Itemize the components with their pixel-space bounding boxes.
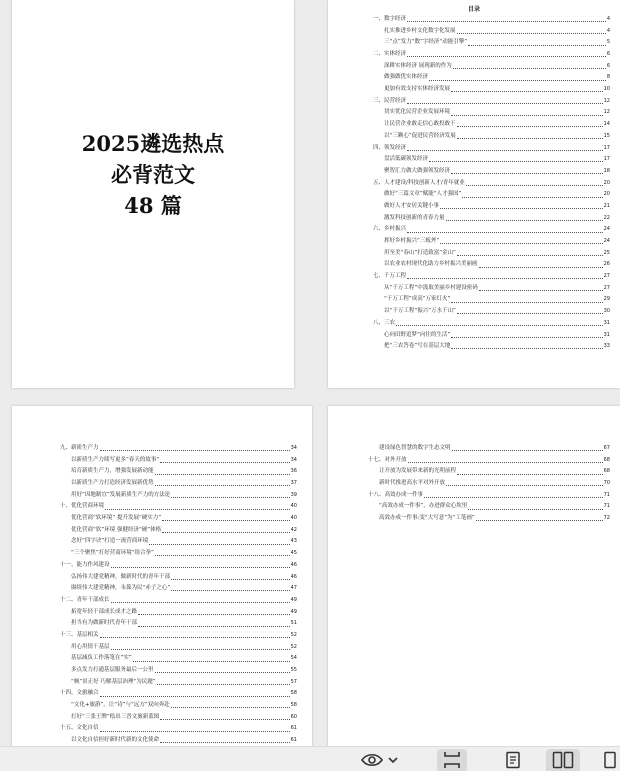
toc-article-entry[interactable]: [373, 330, 610, 342]
cover-title: [12, 128, 294, 221]
toc-page-number: 72: [603, 515, 610, 522]
toc-article-entry[interactable]: [60, 607, 297, 619]
toc-entry-title: 做好人才安居关键小事: [384, 202, 440, 209]
toc-page-number: 68: [603, 456, 610, 463]
toc-leader-dots: [149, 544, 289, 545]
toc-section-entry[interactable]: [373, 178, 610, 190]
toc-entry-title: “文化+旅游”，让“诗”与“远方”双向奔赴: [71, 702, 170, 709]
toc-leader-dots: [440, 208, 603, 209]
toc-leader-dots: [446, 220, 603, 221]
toc-page-number: 17: [603, 144, 610, 151]
toc-section-entry[interactable]: [373, 224, 610, 236]
toc-entry-title: 一、数字经济: [373, 15, 407, 22]
toc-leader-dots: [407, 103, 603, 104]
toc-section-entry[interactable]: [373, 96, 610, 108]
cover-title-line-3: 48 篇: [124, 193, 182, 218]
toc-leader-dots: [407, 56, 606, 57]
toc-page-number: 24: [603, 238, 610, 245]
toc-entry-title: 深耕实体经济 展现新的作为: [384, 62, 452, 69]
toc-entry-title: 赓续伟大建党精神，永葆为民“赤子之心”: [71, 585, 171, 592]
toc-page-number: 55: [290, 667, 297, 674]
single-page-button[interactable]: [500, 749, 526, 771]
toc-page-number: 27: [603, 284, 610, 291]
toc-page-number: 17: [603, 156, 610, 163]
toc-leader-dots: [407, 150, 603, 151]
toc-leader-dots: [429, 161, 603, 162]
toc-leader-dots: [111, 602, 290, 603]
toc-article-entry[interactable]: [373, 236, 610, 248]
toc-section-entry[interactable]: [60, 724, 297, 736]
toc-page-number: 46: [290, 561, 297, 568]
toc-article-entry[interactable]: [373, 189, 610, 201]
toc-article-entry[interactable]: [368, 513, 610, 525]
toc-leader-dots: [155, 474, 290, 475]
toc-entry-title: 以新质生产力打造经济发展新优势: [71, 480, 154, 487]
toc-page-number: 70: [603, 480, 610, 487]
toc-leader-dots: [451, 337, 602, 338]
toc-entry-title: 心向田野追梦“向往的生活”: [384, 331, 451, 338]
toc-entry-title: 挥好乡村振兴“三板斧”: [384, 238, 440, 245]
toc-page-number: 46: [290, 573, 297, 580]
toc-entry-title: 十五、文化自信: [60, 725, 99, 732]
toc-page-number: 27: [603, 273, 610, 280]
fit-page-icon: [442, 751, 462, 769]
viewer-toolbar: [0, 746, 620, 771]
toc-leader-dots: [171, 590, 289, 591]
toc-page-number: 6: [606, 51, 610, 58]
toc-leader-dots: [100, 637, 290, 638]
toc-article-entry[interactable]: [60, 513, 297, 525]
toc-article-entry[interactable]: [60, 653, 297, 665]
toc-leader-dots: [171, 497, 289, 498]
toc-leader-dots: [396, 325, 603, 326]
toc-article-entry[interactable]: [373, 201, 610, 213]
toc-article-entry[interactable]: [373, 119, 610, 131]
toc-leader-dots: [451, 348, 602, 349]
toc-entry-title: 让开放为发展带来新的光明前程: [379, 468, 457, 475]
toc-leader-dots: [446, 485, 603, 486]
chevron-down-icon: [389, 758, 397, 762]
toc-section-entry[interactable]: [373, 271, 610, 283]
toc-leader-dots: [429, 80, 606, 81]
toc-article-entry[interactable]: [368, 501, 610, 513]
toc-article-entry[interactable]: [60, 455, 297, 467]
toc-page-number: 39: [290, 491, 297, 498]
toc-leader-dots: [133, 661, 290, 662]
toc-entry-title: 更加有效支持实体经济发展: [384, 86, 451, 93]
toc-article-entry[interactable]: [60, 478, 297, 490]
toc-entry-title: 以农业农村现代化助力乡村振兴美丽画: [384, 261, 478, 268]
toc-entry-title: 念好“四字诀”打造一流营商环境: [71, 538, 149, 545]
toc-leader-dots: [452, 450, 603, 451]
toc-page-number: 61: [290, 737, 297, 744]
toc-entry-title: 担当有为做新时代青年干部: [71, 620, 138, 627]
toc-entry-title: 聚智汇力做大做强领发经济: [384, 167, 451, 174]
toc-entry-title: “枫”景正好 巧解基层治理“为民题”: [71, 678, 156, 685]
toc-page-number: 33: [603, 343, 610, 350]
toc-entry-title: 三、民营经济: [373, 97, 407, 104]
toc-article-entry[interactable]: [60, 490, 297, 502]
toc-entry-title: 四、领发经济: [373, 144, 407, 151]
toc-leader-dots: [407, 278, 603, 279]
toc-entry-title: “三个聚焦”打好营商环境“组合拳”: [71, 550, 154, 557]
toc-leader-dots: [468, 45, 606, 46]
toc-page-number: 43: [290, 538, 297, 545]
toc-leader-dots: [451, 91, 603, 92]
toc-entry-title: 培育新质生产力，增强发展新动能: [71, 468, 154, 475]
toc-leader-dots: [457, 126, 603, 127]
toc-entry-title: 十一、能力作风建设: [60, 561, 110, 568]
toc-article-entry[interactable]: [373, 61, 610, 73]
toc-leader-dots: [462, 197, 602, 198]
toc-entry-title: 用心用情干基层: [71, 643, 110, 650]
toc-leader-dots: [138, 614, 290, 615]
toc-list: [60, 443, 297, 747]
eye-icon: [360, 752, 400, 768]
toc-entry-title: 拓宽年轻干部成长成才之路: [71, 608, 138, 615]
toc-page-number: 49: [290, 608, 297, 615]
toc-leader-dots: [105, 509, 290, 510]
toc-page-number: 14: [603, 121, 610, 128]
toc-leader-dots: [407, 232, 603, 233]
toc-entry-title: 扎实推进乡村文化数字化发展: [384, 27, 456, 34]
toc-article-entry[interactable]: [60, 548, 297, 560]
fit-page-button[interactable]: [437, 749, 467, 771]
toc-article-entry[interactable]: [368, 443, 610, 455]
toc-entry-title: 三“点”发力“数”字经济“动能引擎”: [384, 39, 468, 46]
toc-entry-title: 用好“因地制宜”发展新质生产力的方法论: [71, 491, 171, 498]
toc-leader-dots: [160, 462, 289, 463]
toc-article-entry[interactable]: [60, 700, 297, 712]
toc-page-number: 71: [603, 503, 610, 510]
toc-entry-title: 六、乡村振兴: [373, 226, 407, 233]
toc-entry-title: 十七、对外开放: [368, 456, 407, 463]
toc-leader-dots: [440, 243, 602, 244]
more-button[interactable]: [600, 749, 620, 771]
toc-entry-title: 让民营企业敢走信心敢投敢干: [384, 121, 456, 128]
toc-page-number: 6: [606, 62, 610, 69]
toc-leader-dots: [476, 520, 603, 521]
toc-leader-dots: [457, 138, 603, 139]
toc-section-entry[interactable]: [368, 490, 610, 502]
toc-article-entry[interactable]: [373, 248, 610, 260]
toc-entry-title: 以“千万工程”振兴“万水千山”: [384, 308, 456, 315]
toc-page-2: [12, 406, 312, 771]
toc-entry-title: 从“千万工程”中汲取美丽乡村建设密码: [384, 284, 478, 291]
more-icon: [603, 751, 617, 769]
toc-leader-dots: [160, 719, 289, 720]
toc-article-entry[interactable]: [60, 712, 297, 724]
toc-entry-title: 以新质生产力续写更多“春天的故事”: [71, 456, 160, 463]
toc-page-number: 10: [603, 86, 610, 93]
toc-entry-title: 十三、基层相关: [60, 631, 99, 638]
toc-page-number: 36: [290, 468, 297, 475]
toc-leader-dots: [111, 567, 290, 568]
toc-leader-dots: [171, 579, 290, 580]
toc-entry-title: 十八、高效办成一件事: [368, 491, 424, 498]
toc-section-entry[interactable]: [368, 455, 610, 467]
toc-page-number: 54: [290, 655, 297, 662]
cover-page: [12, 0, 294, 388]
toc-page-number: 12: [603, 97, 610, 104]
toc-leader-dots: [111, 649, 290, 650]
toc-article-entry[interactable]: [373, 295, 610, 307]
toc-leader-dots: [100, 696, 290, 697]
toc-page-number: 40: [290, 503, 297, 510]
toc-page-number: 12: [603, 109, 610, 116]
toc-leader-dots: [162, 520, 289, 521]
toc-entry-title: 高效办成一件事:变“大写意”为“工笔画”: [379, 515, 475, 522]
toc-section-entry[interactable]: [60, 443, 297, 455]
toc-leader-dots: [155, 555, 290, 556]
toc-article-entry[interactable]: [60, 618, 297, 630]
toc-entry-title: 盘活低碳领发经济: [384, 156, 429, 163]
toc-page-number: 71: [603, 491, 610, 498]
toc-page-number: 51: [290, 620, 297, 627]
toc-page-number: 34: [290, 444, 297, 451]
toc-leader-dots: [162, 532, 289, 533]
toc-entry-title: 激发科技创新的青春力量: [384, 214, 445, 221]
toc-entry-title: 十二、青年干部成长: [60, 596, 110, 603]
toc-leader-dots: [407, 21, 606, 22]
dual-page-button[interactable]: [546, 749, 580, 771]
toc-entry-title: 多点发力打通基层服务最后一公里: [71, 667, 154, 674]
toc-article-entry[interactable]: [373, 154, 610, 166]
toc-article-entry[interactable]: [60, 642, 297, 654]
toc-leader-dots: [457, 255, 603, 256]
toc-page-number: 31: [603, 331, 610, 338]
toc-leader-dots: [479, 267, 603, 268]
toc-entry-title: 建设绿色智慧的数字生态文明: [379, 444, 451, 451]
toc-article-entry[interactable]: [373, 259, 610, 271]
toc-article-entry[interactable]: [60, 525, 297, 537]
toc-entry-title: 九、新质生产力: [60, 444, 99, 451]
toc-leader-dots: [100, 450, 290, 451]
toc-section-entry[interactable]: [60, 630, 297, 642]
toc-leader-dots: [424, 497, 603, 498]
toc-entry-title: 以文化自信担好新时代新的文化使命: [71, 737, 160, 744]
toc-article-entry[interactable]: [373, 72, 610, 84]
toc-leader-dots: [457, 474, 603, 475]
toc-page-3: [328, 406, 620, 771]
toc-article-entry[interactable]: [373, 108, 610, 120]
toc-entry-title: 做好“三篇文章”赋能“人才强国”: [384, 191, 462, 198]
toc-entry-title: 优化营商“软环境” 提升发展“硬实力”: [71, 515, 162, 522]
toc-leader-dots: [479, 290, 603, 291]
toc-page-1: [328, 0, 620, 388]
toc-list: [373, 14, 610, 353]
toc-entry-title: 十、优化营商环境: [60, 503, 105, 510]
toc-entry-title: 弘扬伟大建党精神，做新时代的青年干部: [71, 573, 171, 580]
toc-article-entry[interactable]: [60, 665, 297, 677]
toc-page-number: 4: [606, 15, 610, 22]
toc-page-number: 47: [290, 585, 297, 592]
toc-article-entry[interactable]: [373, 283, 610, 295]
toc-page-number: 42: [290, 526, 297, 533]
toc-heading: 目录: [467, 6, 480, 13]
toc-entry-title: 打好“三张王牌”绘出三晋文旅新蓝图: [71, 713, 160, 720]
toc-entry-title: 优化营商“软”环境 强健经济“硬”体格: [71, 526, 162, 533]
toc-leader-dots: [457, 313, 603, 314]
toc-section-entry[interactable]: [373, 49, 610, 61]
toc-page-number: 25: [603, 249, 610, 256]
toc-page-number: 52: [290, 631, 297, 638]
toc-section-entry[interactable]: [373, 318, 610, 330]
toc-page-number: 21: [603, 202, 610, 209]
toc-section-entry[interactable]: [373, 14, 610, 26]
toc-article-entry[interactable]: [60, 466, 297, 478]
toc-article-entry[interactable]: [373, 166, 610, 178]
toc-leader-dots: [457, 33, 606, 34]
toc-page-number: 40: [290, 515, 297, 522]
single-page-icon: [505, 751, 521, 769]
toc-page-number: 45: [290, 550, 297, 557]
toc-leader-dots: [155, 485, 290, 486]
toc-article-entry[interactable]: [368, 466, 610, 478]
toc-entry-title: 五、人才建设/科技创新人才/青年就业: [373, 179, 465, 186]
toc-page-number: 58: [290, 690, 297, 697]
toc-article-entry[interactable]: [60, 537, 297, 549]
toc-page-number: 15: [603, 132, 610, 139]
toc-leader-dots: [408, 462, 603, 463]
toc-entry-title: 切实优化民营企业发展环境: [384, 109, 451, 116]
toc-section-entry[interactable]: [60, 688, 297, 700]
toc-entry-title: 以“三颗心”促进民营经济发展: [384, 132, 456, 139]
toc-leader-dots: [453, 68, 606, 69]
toc-leader-dots: [100, 731, 290, 732]
toc-article-entry[interactable]: [373, 213, 610, 225]
toc-leader-dots: [451, 173, 603, 174]
toc-leader-dots: [155, 672, 290, 673]
toc-page-number: 5: [606, 39, 610, 46]
toc-page-number: 29: [603, 296, 610, 303]
toc-page-number: 8: [606, 74, 610, 81]
toc-entry-title: 用至美“春山”打造致富“金山”: [384, 249, 456, 256]
toc-page-number: 31: [603, 319, 610, 326]
toc-leader-dots: [157, 684, 290, 685]
toc-entry-title: 基层减负工作落笔在“实”: [71, 655, 132, 662]
toc-article-entry[interactable]: [368, 478, 610, 490]
toc-page-number: 49: [290, 596, 297, 603]
toc-entry-title: 八、三农: [373, 319, 396, 326]
toc-page-number: 58: [290, 702, 297, 709]
toc-page-number: 20: [603, 191, 610, 198]
toc-leader-dots: [451, 302, 602, 303]
toc-leader-dots: [451, 115, 603, 116]
toc-page-number: 24: [603, 226, 610, 233]
toc-entry-title: 做强做优实体经济: [384, 74, 429, 81]
toc-entry-title: 七、千万工程: [373, 273, 407, 280]
toc-section-entry[interactable]: [373, 143, 610, 155]
toc-page-number: 34: [290, 456, 297, 463]
toc-article-entry[interactable]: [373, 26, 610, 38]
toc-article-entry[interactable]: [60, 583, 297, 595]
toc-page-number: 67: [603, 444, 610, 451]
toc-list: [368, 443, 610, 525]
toc-page-number: 22: [603, 214, 610, 221]
toc-leader-dots: [138, 626, 290, 627]
toc-section-entry[interactable]: [60, 560, 297, 572]
toc-article-entry[interactable]: [373, 306, 610, 318]
toc-page-number: 61: [290, 725, 297, 732]
toc-page-number: 37: [290, 480, 297, 487]
cover-title-line-1: 2025遴选热点: [81, 131, 225, 156]
toc-article-entry[interactable]: [60, 677, 297, 689]
cover-title-line-2: 必背范文: [111, 162, 195, 187]
toc-leader-dots: [468, 509, 602, 510]
view-mode-button[interactable]: [358, 749, 402, 771]
toc-leader-dots: [171, 707, 290, 708]
toc-page-number: 4: [606, 27, 610, 34]
toc-page-number: 52: [290, 643, 297, 650]
toc-page-number: 30: [603, 308, 610, 315]
toc-page-number: 26: [603, 261, 610, 268]
toc-page-number: 60: [290, 713, 297, 720]
toc-page-number: 57: [290, 678, 297, 685]
toc-article-entry[interactable]: [373, 84, 610, 96]
toc-leader-dots: [466, 185, 603, 186]
toc-leader-dots: [160, 742, 290, 743]
toc-page-number: 68: [603, 468, 610, 475]
toc-entry-title: “高效办成一件事”，办进群众心坎里: [379, 503, 468, 510]
toc-page-number: 20: [603, 179, 610, 186]
toc-section-entry[interactable]: [60, 595, 297, 607]
toc-entry-title: 十四、文旅融合: [60, 690, 99, 697]
toc-article-entry[interactable]: [373, 341, 610, 353]
dual-page-icon: [552, 751, 574, 769]
toc-page-number: 18: [603, 167, 610, 174]
toc-article-entry[interactable]: [373, 37, 610, 49]
toc-entry-title: “千万工程”成高“万家灯火”: [384, 296, 451, 303]
toc-article-entry[interactable]: [373, 131, 610, 143]
toc-article-entry[interactable]: [60, 572, 297, 584]
toc-entry-title: 二、实体经济: [373, 51, 407, 58]
toc-section-entry[interactable]: [60, 501, 297, 513]
toc-entry-title: 把“三农答卷”写在基层大地: [384, 343, 451, 350]
toc-entry-title: 新时代推进高水平对外开放: [379, 480, 446, 487]
